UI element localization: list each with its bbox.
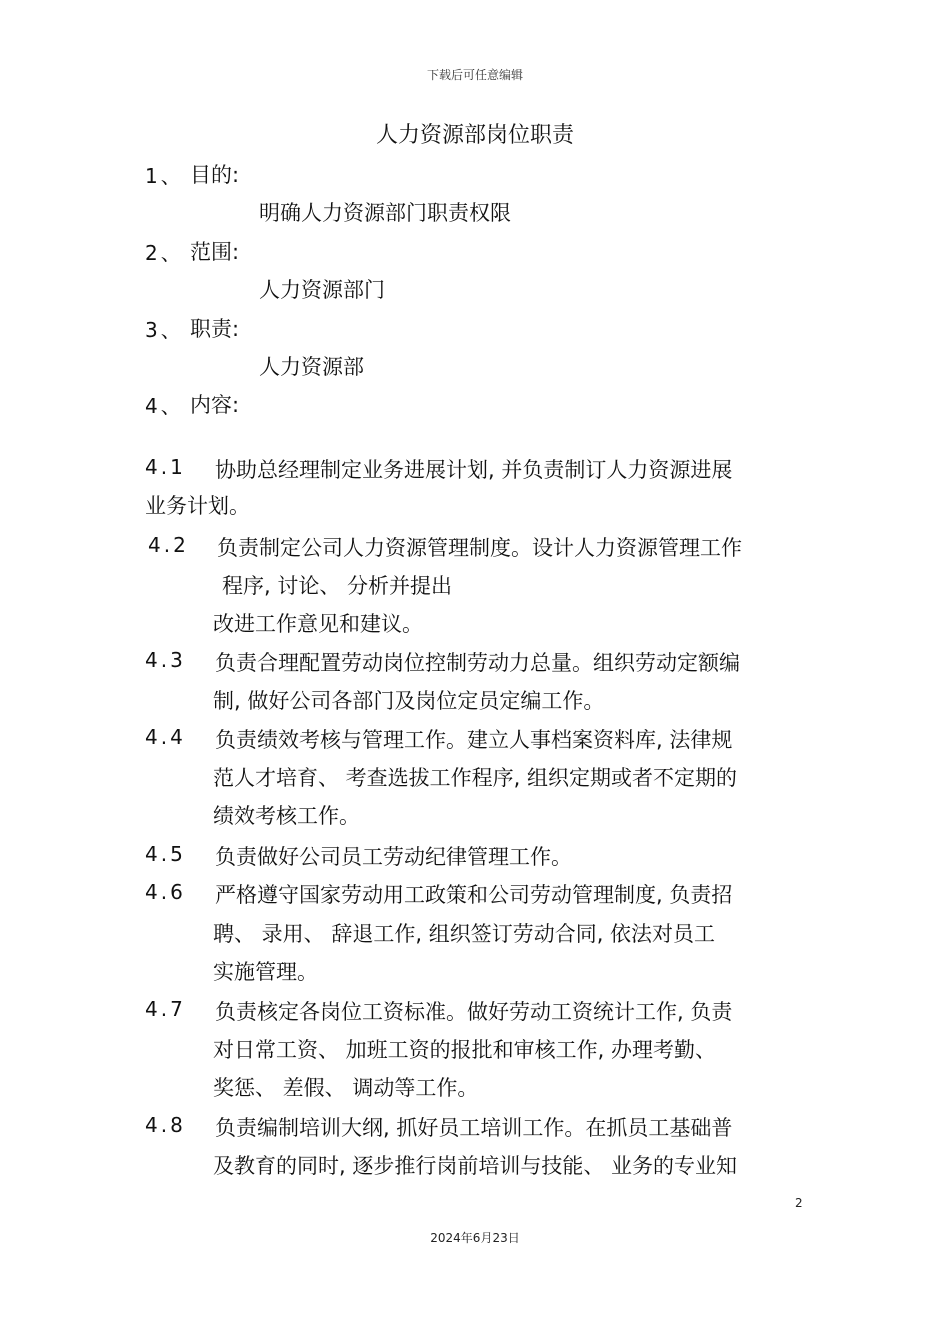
section-label: 内容: — [190, 393, 240, 417]
item-line: 实施管理。 — [213, 960, 318, 984]
item-line: 负责做好公司员工劳动纪律管理工作。 — [215, 845, 572, 869]
section-number: 4、 — [145, 394, 184, 418]
item-number: 4.3 — [145, 648, 186, 672]
item-number: 4.8 — [145, 1113, 186, 1137]
item-number: 4.6 — [145, 880, 186, 904]
section-number: 3、 — [145, 318, 184, 342]
section-number: 2、 — [145, 241, 184, 265]
page-header: 下载后可任意编辑 — [426, 68, 523, 82]
section-content: 人力资源部 — [259, 355, 364, 379]
page-number: 2 — [795, 1196, 803, 1210]
item-number: 4.1 — [145, 455, 186, 479]
item-line: 负责核定各岗位工资标准。做好劳动工资统计工作, 负责 — [215, 1000, 733, 1024]
item-line: 对日常工资、 加班工资的报批和审核工作, 办理考勤、 — [213, 1038, 717, 1062]
item-line: 及教育的同时, 逐步推行岗前培训与技能、 业务的专业知 — [213, 1154, 738, 1178]
item-line: 负责合理配置劳动岗位控制劳动力总量。组织劳动定额编 — [215, 651, 740, 675]
item-line: 奖惩、 差假、 调动等工作。 — [213, 1076, 479, 1100]
item-number: 4.2 — [148, 533, 189, 557]
item-line: 程序, 讨论、 分析并提出 — [222, 574, 453, 598]
section-label: 范围: — [190, 240, 240, 264]
item-line: 负责绩效考核与管理工作。建立人事档案资料库, 法律规 — [215, 728, 733, 752]
item-line: 改进工作意见和建议。 — [213, 612, 423, 636]
item-line: 负责编制培训大纲, 抓好员工培训工作。在抓员工基础普 — [215, 1116, 733, 1140]
item-line: 聘、 录用、 辞退工作, 组织签订劳动合同, 依法对员工 — [213, 922, 716, 946]
item-number: 4.7 — [145, 997, 186, 1021]
section-number: 1、 — [145, 164, 184, 188]
section-label: 职责: — [190, 317, 240, 341]
item-line: 范人才培育、 考查选拔工作程序, 组织定期或者不定期的 — [213, 766, 738, 790]
item-line: 绩效考核工作。 — [213, 804, 360, 828]
item-line: 严格遵守国家劳动用工政策和公司劳动管理制度, 负责招 — [215, 883, 733, 907]
item-number: 4.5 — [145, 842, 186, 866]
item-line: 制, 做好公司各部门及岗位定员定编工作。 — [213, 689, 605, 713]
footer-date: 2024年6月23日 — [430, 1231, 520, 1245]
item-number: 4.4 — [145, 725, 186, 749]
item-line: 协助总经理制定业务进展计划, 并负责制订人力资源进展 — [215, 458, 733, 482]
section-content: 明确人力资源部门职责权限 — [259, 201, 511, 225]
item-line: 业务计划。 — [145, 494, 250, 518]
item-line: 负责制定公司人力资源管理制度。设计人力资源管理工作 — [217, 536, 742, 560]
document-title: 人力资源部岗位职责 — [375, 123, 574, 148]
section-label: 目的: — [190, 163, 240, 187]
section-content: 人力资源部门 — [259, 278, 385, 302]
